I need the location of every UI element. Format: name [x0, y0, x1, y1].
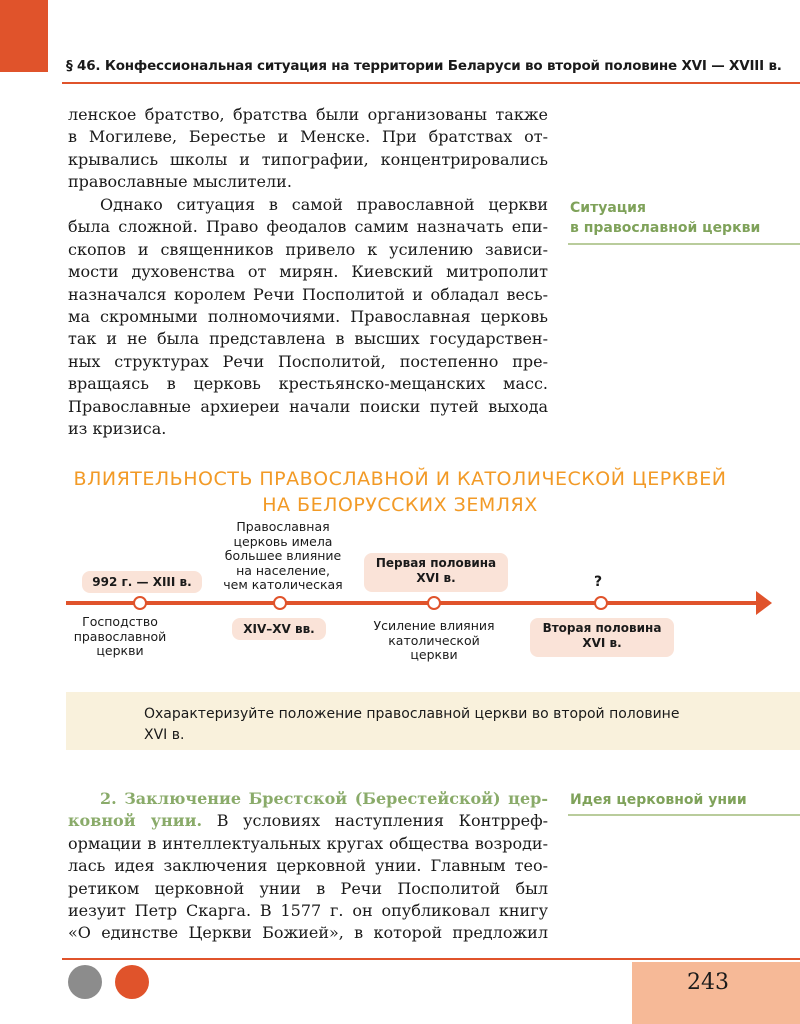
text-line: так и не была представлена в высших государствен-	[68, 329, 548, 349]
text-line: мости духовенства от мирян. Киевский митрополит	[68, 262, 548, 282]
pill-line: Вторая половина	[542, 621, 662, 635]
note-line: церковь имела	[233, 533, 333, 549]
note-line: церкви	[410, 647, 458, 662]
timeline-period-note	[364, 619, 504, 663]
timeline-period-note	[60, 615, 180, 659]
text-line: скопов и священников привело к усилению зависи-	[68, 239, 548, 259]
text-line: в Могилеве, Берестье и Менске. При братствах от-	[68, 127, 548, 147]
text-run: В условиях наступления Контрреф-	[202, 811, 549, 831]
timeline-period-label	[530, 618, 674, 657]
margin-note-divider	[568, 814, 800, 816]
timeline-marker	[427, 596, 441, 610]
timeline-axis	[66, 601, 762, 605]
paragraph-2	[68, 194, 548, 440]
task-line: Охарактеризуйте положение православной церкви во второй половине	[144, 706, 680, 722]
note-line: на население,	[236, 562, 330, 578]
text-line: вращаясь в церковь крестьянско-мещанских масс.	[68, 374, 548, 394]
timeline-marker	[594, 596, 608, 610]
footer-divider	[62, 958, 800, 960]
timeline-marker	[273, 596, 287, 610]
timeline-question-mark: ?	[594, 574, 603, 590]
decorative-circle-orange	[115, 965, 149, 999]
pill-line: XVI в.	[416, 571, 456, 585]
text-line: ма скромными полномочиями. Православная церковь	[68, 307, 548, 327]
text-line: ормации в интеллектуальных кругах общества возроди-	[68, 833, 548, 853]
text-line: православные мыслители.	[68, 172, 292, 192]
margin-note-line: в православной церкви	[570, 220, 761, 236]
task-line: XVI в.	[144, 727, 185, 743]
task-text	[144, 704, 704, 746]
note-line: церкви	[96, 643, 144, 658]
text-line: назначался королем Речи Посполитой и обладал весь-	[68, 284, 548, 304]
text-line	[68, 810, 548, 832]
timeline-period-label	[364, 553, 508, 592]
text-line: «О единстве Церкви Божией», в которой предложил	[68, 923, 548, 943]
text-line: была сложной. Право феодалов самим назначать епи-	[68, 217, 548, 237]
text-line: крывались школы и типографии, концентрировались	[68, 149, 548, 169]
margin-note-situation	[570, 198, 798, 238]
page-header-title: § 46. Конфессиональная ситуация на территории Беларуси во второй половине XVI — XVIII в.	[66, 58, 782, 74]
text-line: иезуит Петр Скарга. В 1577 г. он опубликовал книгу	[68, 901, 548, 921]
text-line: лась идея заключения церковной унии. Главным тео-	[68, 856, 548, 876]
timeline-title	[0, 466, 800, 518]
pill-line: XVI в.	[582, 636, 622, 650]
text-line: ретиком церковной унии в Речи Посполитой был	[68, 878, 548, 898]
note-line: Усиление влияния	[373, 618, 495, 633]
text-line: из кризиса.	[68, 419, 167, 439]
timeline-arrowhead	[756, 591, 772, 615]
timeline-period-label: 992 г. — XIII в.	[82, 571, 202, 593]
header-divider	[62, 82, 800, 84]
corner-accent-block	[0, 0, 48, 72]
paragraph-1	[68, 104, 548, 194]
timeline-period-note	[210, 520, 356, 593]
note-line: Православная	[236, 519, 330, 534]
note-line: Господство	[82, 614, 158, 629]
section-heading-line: 2. Заключение Брестской (Берестейской) цер-	[100, 789, 548, 808]
text-line: Однако ситуация в самой православной церкви	[100, 195, 548, 214]
text-line: Православные архиереи начали поиски путей выхода	[68, 396, 548, 416]
page-number: 243	[687, 970, 729, 995]
timeline-title-line: НА БЕЛОРУССКИХ ЗЕМЛЯХ	[262, 494, 538, 516]
timeline-marker	[133, 596, 147, 610]
pill-line: Первая половина	[375, 556, 497, 570]
note-line: православной	[73, 628, 167, 644]
text-line: ных структурах Речи Посполитой, постепенно пре-	[68, 351, 548, 371]
margin-note-union: Идея церковной унии	[570, 792, 747, 808]
timeline-period-label: XIV–XV вв.	[232, 618, 326, 640]
section-heading-end: ковной унии.	[68, 811, 203, 831]
note-line: католической	[388, 632, 480, 648]
note-line: большее влияние	[224, 548, 342, 563]
text-line: ленское братство, братства были организованы также	[68, 105, 548, 124]
margin-note-line: Ситуация	[570, 200, 646, 216]
note-line: чем католическая	[223, 577, 343, 592]
paragraph-3	[68, 788, 548, 945]
timeline-title-line: ВЛИЯТЕЛЬНОСТЬ ПРАВОСЛАВНОЙ И КАТОЛИЧЕСКОЙ ЦЕРКВЕЙ	[73, 468, 727, 490]
decorative-circle-gray	[68, 965, 102, 999]
margin-note-divider	[568, 243, 800, 245]
